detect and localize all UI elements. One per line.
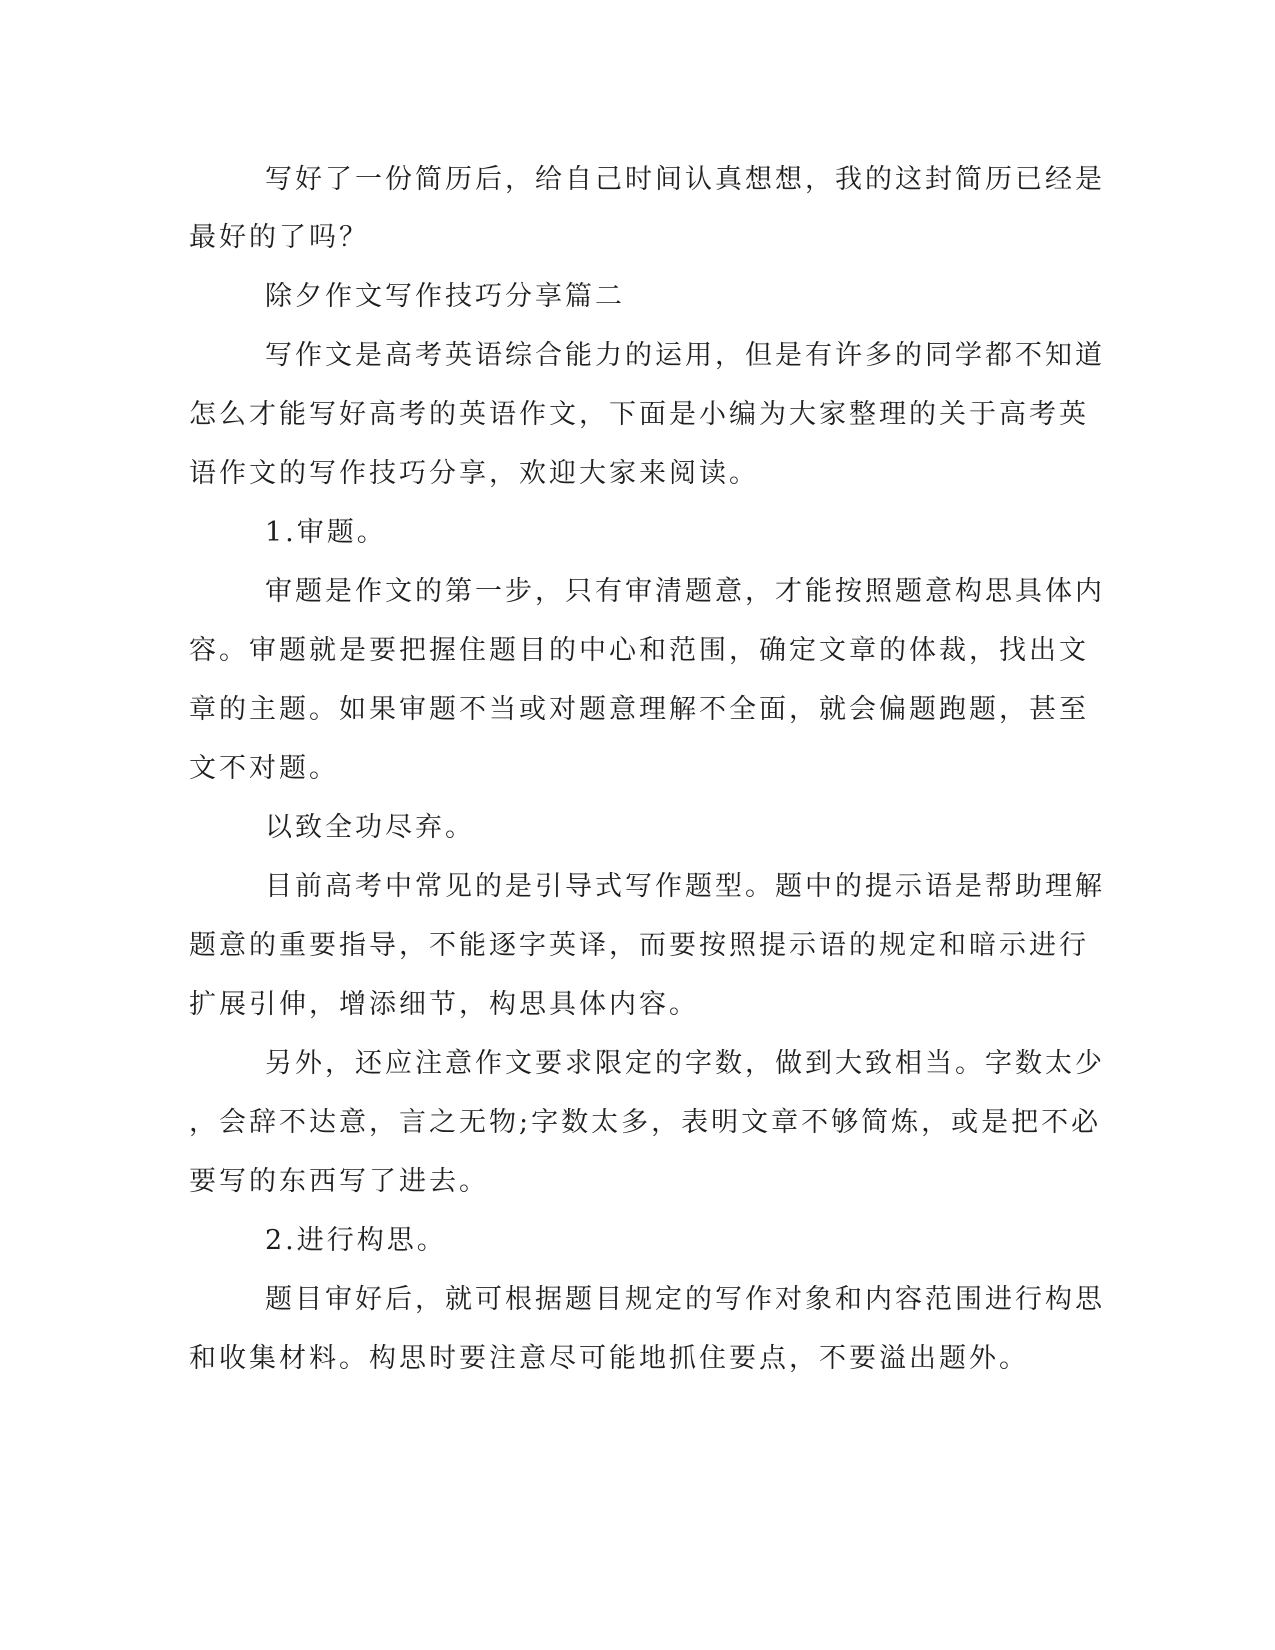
paragraph-line: 题意的重要指导，不能逐字英译，而要按照提示语的规定和暗示进行 (189, 930, 1089, 961)
paragraph-line: 最好的了吗？ (189, 222, 369, 253)
paragraph-line: 写好了一份简历后，给自己时间认真想想，我的这封简历已经是 (265, 164, 1105, 195)
paragraph-line: ，会辞不达意，言之无物;字数太多，表明文章不够简炼，或是把不必 (189, 1107, 1102, 1138)
paragraph-line: 审题是作文的第一步，只有审清题意，才能按照题意构思具体内 (265, 576, 1105, 607)
paragraph-line: 文不对题。 (189, 753, 339, 784)
section-heading: 除夕作文写作技巧分享篇二 (265, 281, 625, 312)
numbered-heading: 1.审题。 (265, 517, 387, 548)
paragraph-line: 章的主题。如果审题不当或对题意理解不全面，就会偏题跑题，甚至 (189, 694, 1089, 725)
paragraph-line: 容。审题就是要把握住题目的中心和范围，确定文章的体裁，找出文 (189, 635, 1089, 666)
paragraph-line: 扩展引伸，增添细节，构思具体内容。 (189, 989, 699, 1020)
paragraph-line: 题目审好后，就可根据题目规定的写作对象和内容范围进行构思 (265, 1284, 1105, 1315)
paragraph-line: 以致全功尽弃。 (265, 812, 475, 843)
paragraph-line: 要写的东西写了进去。 (189, 1166, 489, 1197)
paragraph-line: 目前高考中常见的是引导式写作题型。题中的提示语是帮助理解 (265, 871, 1105, 902)
paragraph-line: 和收集材料。构思时要注意尽可能地抓住要点，不要溢出题外。 (189, 1343, 1029, 1374)
numbered-heading: 2.进行构思。 (265, 1225, 447, 1256)
paragraph-line: 另外，还应注意作文要求限定的字数，做到大致相当。字数太少 (265, 1048, 1105, 1079)
paragraph-line: 写作文是高考英语综合能力的运用，但是有许多的同学都不知道 (265, 340, 1105, 371)
paragraph-line: 语作文的写作技巧分享，欢迎大家来阅读。 (189, 458, 759, 489)
paragraph-line: 怎么才能写好高考的英语作文，下面是小编为大家整理的关于高考英 (189, 399, 1089, 430)
